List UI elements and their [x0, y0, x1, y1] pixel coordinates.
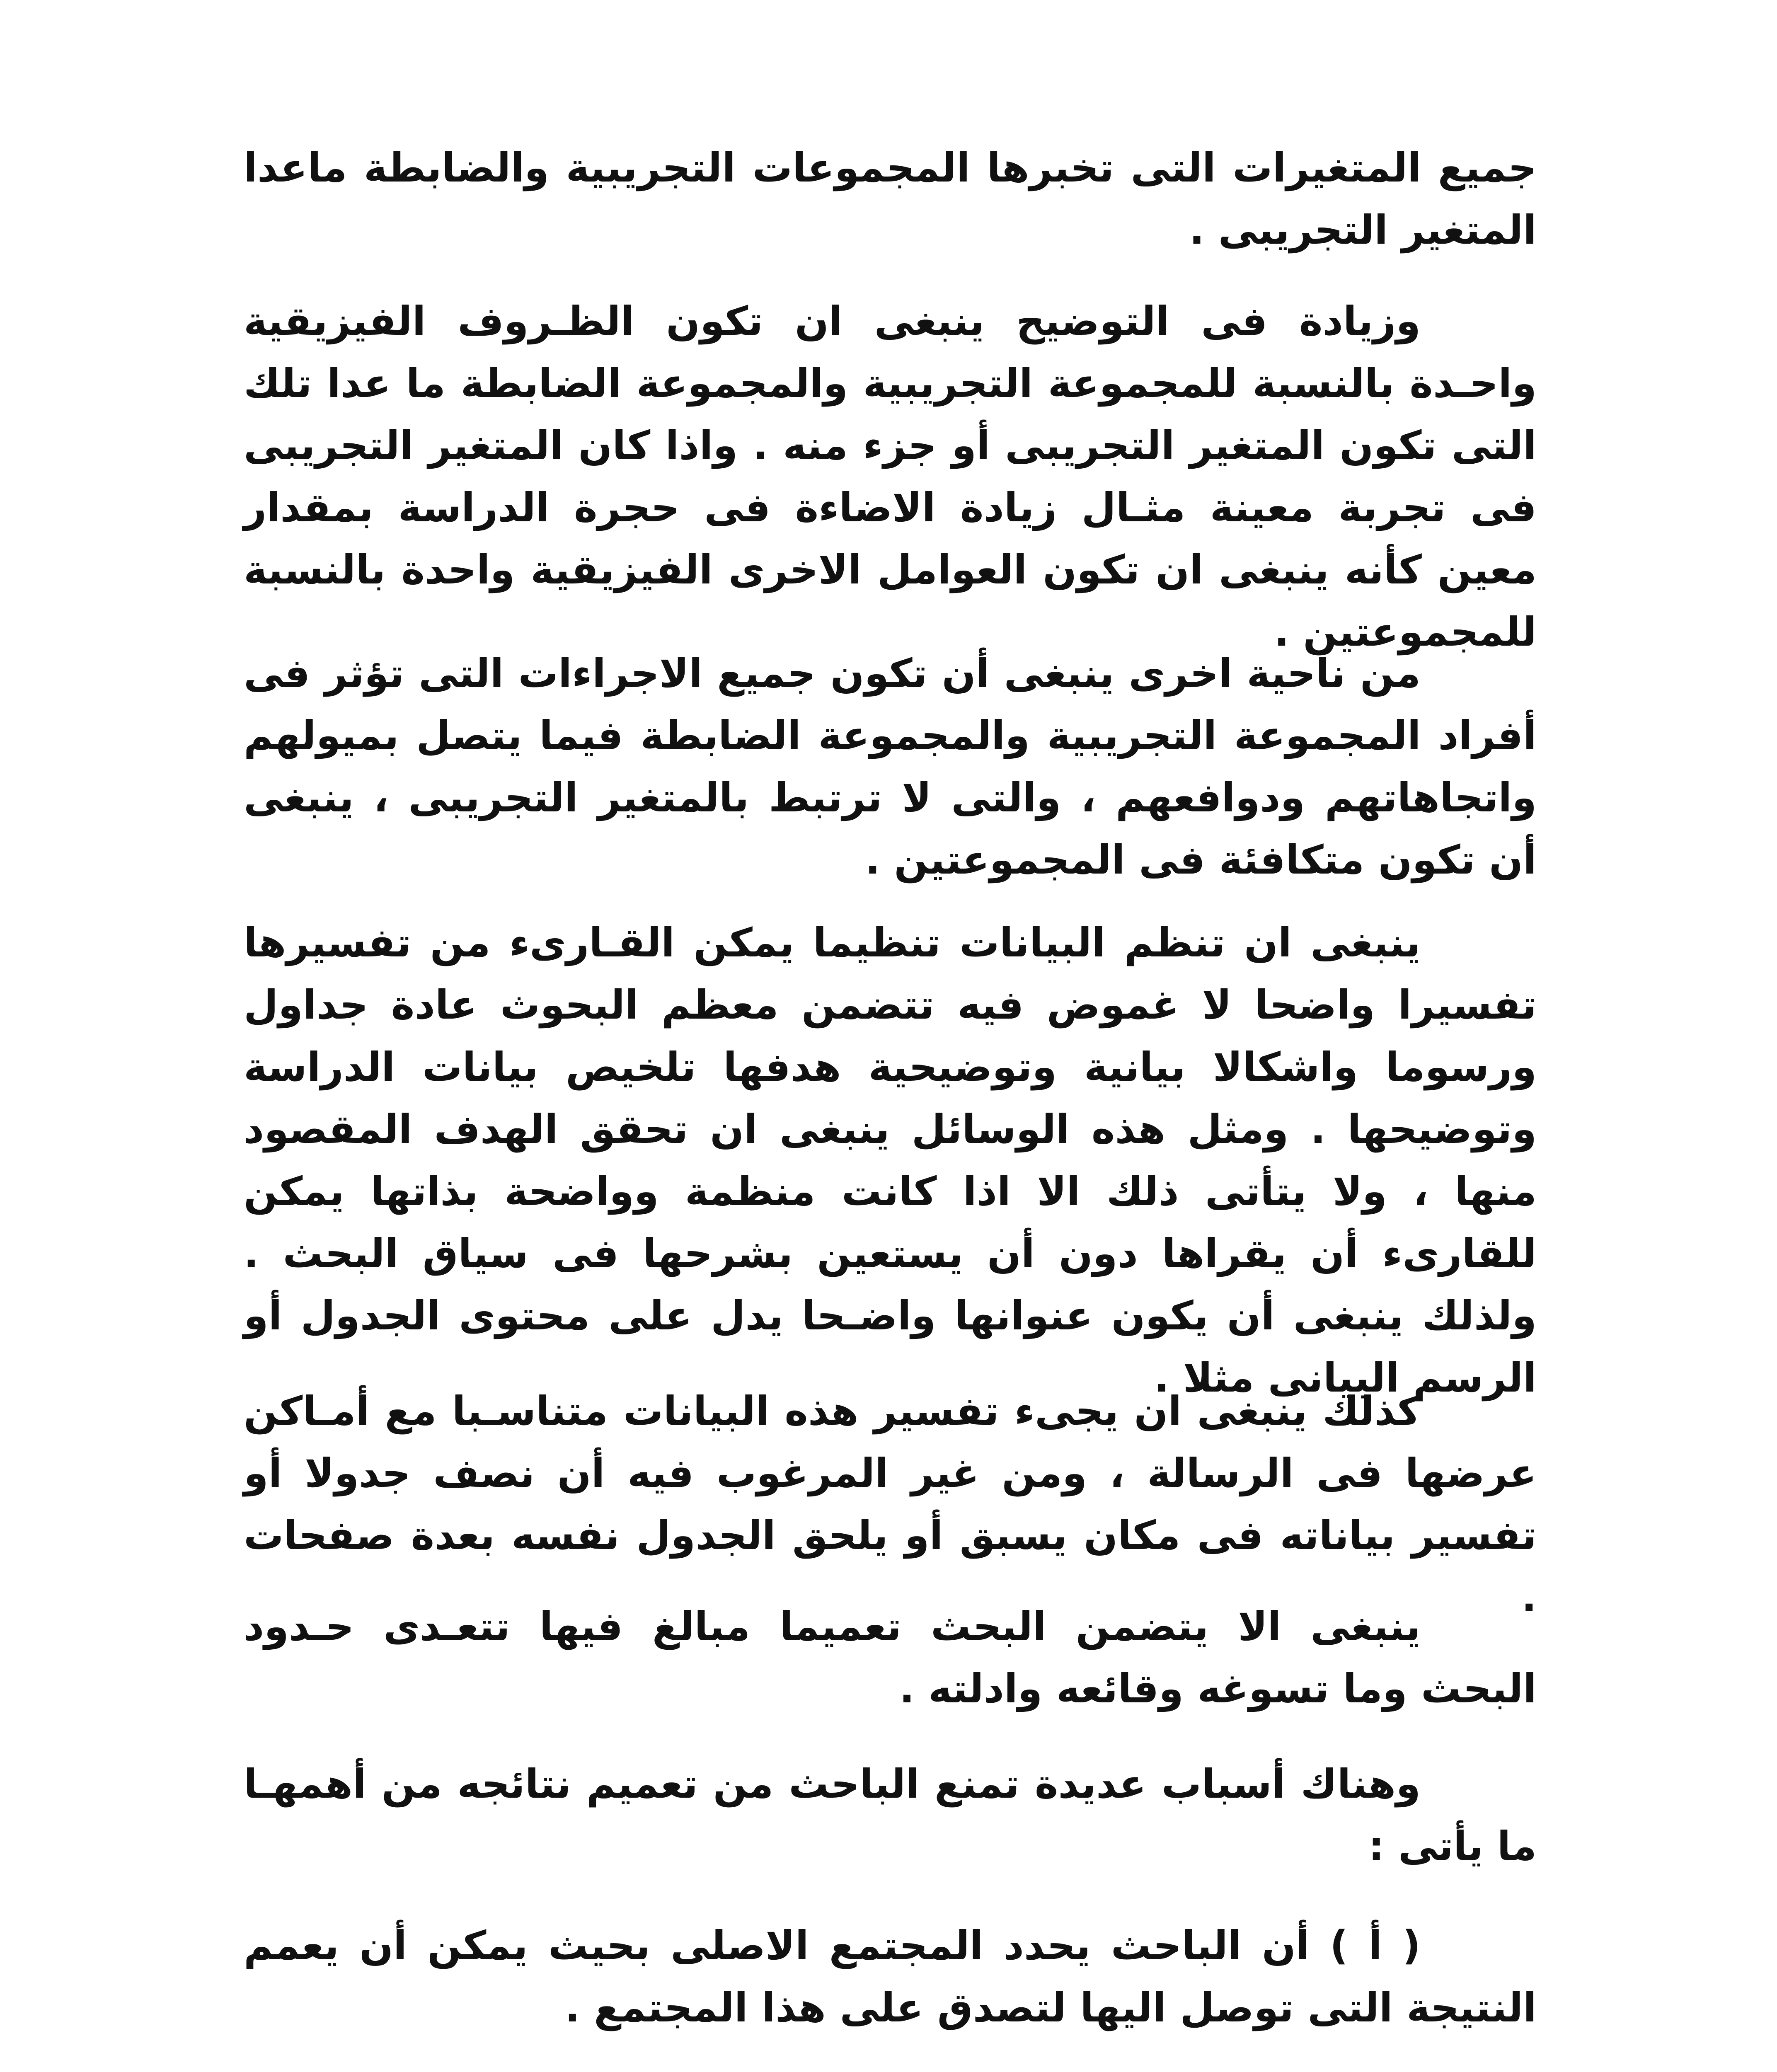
- paragraph-6: ينبغى الا يتضمن البحث تعميما مبالغ فيها تتعـدى حـدود البحث وما تسوغه وقائعه وادلته .: [244, 1603, 1537, 1712]
- paragraph-2: وزيادة فى التوضيح ينبغى ان تكون الظـروف الفيزيقية واحـدة بالنسبة للمجموعة التجريبية والمجموعة الضابطة ما عدا تلك التى تكون المتغير التجريبى أو جزء منه . واذا كان المتغير التجريبى فى تجربة معينة مثـال زيادة الاضاءة فى حجرة الدراسة بمقدار معين كأنه ينبغى ان تكون العوامل الاخرى الفيزيقية واحدة بالنسبة للمجموعتين .: [244, 298, 1537, 655]
- paragraph-8: ( أ ) أن الباحث يحدد المجتمع الاصلى بحيث يمكن أن يعمم النتيجة التى توصل اليها لتصدق على هذا المجتمع .: [244, 1922, 1537, 2031]
- paragraph-3: من ناحية اخرى ينبغى أن تكون جميع الاجراءات التى تؤثر فى أفراد المجموعة التجريبية والمجموعة الضابطة فيما يتصل بميولهم واتجاهاتهم ودوافعهم ، والتى لا ترتبط بالمتغير التجريبى ، ينبغى أن تكون متكافئة فى المجموعتين .: [244, 650, 1537, 883]
- paragraph-5: كذلك ينبغى ان يجىء تفسير هذه البيانات متناسـبا مع أمـاكن عرضها فى الرسالة ، ومن غير المرغوب فيه أن نصف جدولا أو تفسير بياناته فى مكان يسبق أو يلحق الجدول نفسه بعدة صفحات .: [244, 1388, 1537, 1621]
- paragraph-4: ينبغى ان تنظم البيانات تنظيما يمكن القـارىء من تفسيرها تفسيرا واضحا لا غموض فيه تتضمن معظم البحوث عادة جداول ورسوما واشكالا بيانية وتوضيحية هدفها تلخيص بيانات الدراسة وتوضيحها . ومثل هذه الوسائل ينبغى ان تحقق الهدف المقصود منها ، ولا يتأتى ذلك الا اذا كانت منظمة وواضحة بذاتها يمكن للقارىء أن يقراها دون أن يستعين بشرحها فى سياق البحث . ولذلك ينبغى أن يكون عنوانها واضـحا يدل على محتوى الجدول أو الرسم البيانى مثلا .: [244, 920, 1537, 1401]
- paragraph-7: وهناك أسباب عديدة تمنع الباحث من تعميم نتائجه من أهمهـا ما يأتى :: [244, 1761, 1537, 1869]
- paragraph-1: جميع المتغيرات التى تخبرها المجموعات التجريبية والضابطة ماعدا المتغير التجريبى .: [244, 145, 1537, 253]
